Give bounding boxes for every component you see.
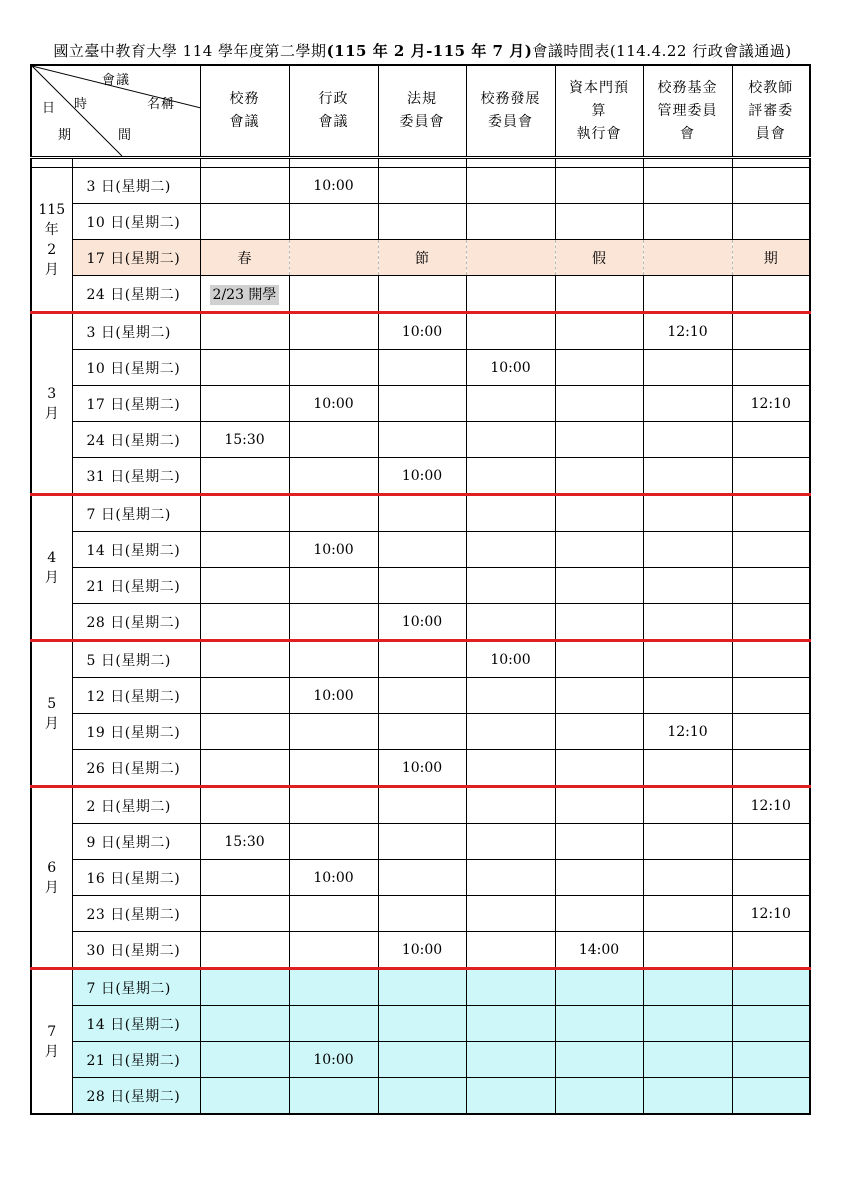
month-label-text: 月	[44, 715, 59, 732]
meeting-time-cell	[200, 750, 289, 787]
meeting-time-cell	[200, 1006, 289, 1042]
meeting-time-cell: 12:10	[732, 787, 810, 824]
col-header-teacher-review: 校教師 評審委 員會	[732, 65, 810, 158]
meeting-time-cell	[555, 860, 643, 896]
holiday-cell	[289, 240, 378, 276]
meeting-time-cell	[555, 1006, 643, 1042]
meeting-time-cell	[555, 896, 643, 932]
meeting-time-cell	[200, 458, 289, 495]
date-cell: 26 日(星期二)	[72, 750, 200, 787]
meeting-time-cell	[555, 641, 643, 678]
month-label-cell	[31, 495, 72, 641]
meeting-time-cell	[378, 824, 466, 860]
meeting-time-cell	[555, 1078, 643, 1115]
date-cell: 16 日(星期二)	[72, 860, 200, 896]
meeting-time-cell	[378, 787, 466, 824]
table-row	[31, 641, 810, 678]
meeting-time-cell	[200, 641, 289, 678]
date-cell: 23 日(星期二)	[72, 896, 200, 932]
date-cell: 7 日(星期二)	[72, 969, 200, 1006]
meeting-time-cell	[289, 714, 378, 750]
meeting-time-cell	[378, 350, 466, 386]
meeting-time-cell: 12:10	[732, 896, 810, 932]
table-row	[31, 1042, 810, 1078]
meeting-time-cell	[732, 714, 810, 750]
meeting-time-cell	[555, 568, 643, 604]
date-cell: 3 日(星期二)	[72, 168, 200, 204]
meeting-time-cell	[732, 678, 810, 714]
meeting-time-cell	[732, 495, 810, 532]
table-row	[31, 313, 810, 350]
meeting-time-cell	[200, 386, 289, 422]
holiday-cell	[466, 240, 555, 276]
title-part-3: 會議時間表(114.4.22 行政會議通過)	[532, 42, 792, 60]
month-label-text: 4	[47, 549, 57, 566]
meeting-time-cell	[466, 1006, 555, 1042]
meeting-time-cell	[378, 422, 466, 458]
meeting-time-cell	[378, 168, 466, 204]
meeting-time-cell	[732, 860, 810, 896]
date-cell: 28 日(星期二)	[72, 604, 200, 641]
meeting-time-cell	[555, 168, 643, 204]
meeting-time-cell	[643, 750, 732, 787]
meeting-time-cell	[555, 750, 643, 787]
col-header-capital-budget: 資本門預 算 執行會	[555, 65, 643, 158]
table-row	[31, 495, 810, 532]
table-row	[31, 678, 810, 714]
meeting-time-cell	[466, 386, 555, 422]
meeting-time-cell	[200, 168, 289, 204]
meeting-time-cell	[466, 969, 555, 1006]
meeting-time-cell	[643, 386, 732, 422]
meeting-time-cell	[289, 824, 378, 860]
meeting-time-cell	[555, 824, 643, 860]
meeting-time-cell	[466, 1042, 555, 1078]
meeting-time-cell	[643, 495, 732, 532]
meeting-time-cell	[555, 787, 643, 824]
meeting-time-cell	[200, 714, 289, 750]
meeting-time-cell	[289, 458, 378, 495]
table-row	[31, 1078, 810, 1115]
meeting-time-cell	[732, 204, 810, 240]
corner-header-cell	[31, 65, 200, 158]
month-label-cell	[31, 787, 72, 969]
meeting-time-cell	[200, 860, 289, 896]
table-row	[31, 932, 810, 969]
meeting-time-cell	[466, 532, 555, 568]
semester-start-tag: 2/23 開學	[210, 285, 280, 305]
meeting-time-cell: 14:00	[555, 932, 643, 969]
table-row	[31, 532, 810, 568]
meeting-time-cell	[732, 532, 810, 568]
meeting-time-cell: 10:00	[378, 750, 466, 787]
meeting-time-cell	[200, 532, 289, 568]
meeting-time-cell	[200, 787, 289, 824]
meeting-time-cell	[555, 604, 643, 641]
meeting-time-cell	[732, 458, 810, 495]
meeting-time-cell	[732, 422, 810, 458]
meeting-time-cell	[289, 604, 378, 641]
meeting-time-cell: 10:00	[289, 532, 378, 568]
table-row	[31, 860, 810, 896]
table-row	[31, 240, 810, 276]
table-row	[31, 1006, 810, 1042]
meeting-time-cell	[200, 276, 289, 313]
holiday-cell: 節	[378, 240, 466, 276]
meeting-time-cell	[378, 1078, 466, 1115]
meeting-time-cell	[378, 860, 466, 896]
date-cell: 19 日(星期二)	[72, 714, 200, 750]
meeting-time-cell	[555, 678, 643, 714]
meeting-time-cell	[466, 787, 555, 824]
meeting-time-cell	[732, 350, 810, 386]
meeting-time-cell	[643, 568, 732, 604]
meeting-time-cell: 10:00	[289, 168, 378, 204]
meeting-time-cell	[466, 932, 555, 969]
date-cell: 14 日(星期二)	[72, 1006, 200, 1042]
table-row	[31, 896, 810, 932]
table-row	[31, 168, 810, 204]
table-row	[31, 787, 810, 824]
meeting-time-cell	[200, 568, 289, 604]
col-header-development: 校務發展 委員會	[466, 65, 555, 158]
meeting-time-cell	[555, 714, 643, 750]
meeting-time-cell	[732, 641, 810, 678]
meeting-time-cell: 10:00	[378, 313, 466, 350]
meeting-time-cell	[378, 1042, 466, 1078]
date-cell: 12 日(星期二)	[72, 678, 200, 714]
meeting-time-cell	[643, 204, 732, 240]
month-label-cell	[31, 969, 72, 1115]
meeting-time-cell	[200, 678, 289, 714]
meeting-time-cell	[555, 458, 643, 495]
date-cell: 31 日(星期二)	[72, 458, 200, 495]
meeting-time-cell	[289, 350, 378, 386]
meeting-time-cell	[732, 1006, 810, 1042]
col-header-administrative: 行政 會議	[289, 65, 378, 158]
meeting-time-cell	[643, 969, 732, 1006]
corner-label-jian: 間	[118, 128, 133, 143]
meeting-time-cell	[289, 495, 378, 532]
title-part-1: 國立臺中教育大學 114 學年度第二學期	[53, 42, 327, 60]
table-row	[31, 276, 810, 313]
meeting-time-cell	[555, 204, 643, 240]
meeting-time-cell	[643, 787, 732, 824]
meeting-time-cell	[643, 604, 732, 641]
table-row	[31, 824, 810, 860]
meeting-time-cell	[289, 1006, 378, 1042]
meeting-time-cell	[555, 350, 643, 386]
meeting-time-cell	[466, 896, 555, 932]
corner-label-shi: 時	[74, 97, 89, 112]
meeting-time-cell	[289, 204, 378, 240]
meeting-time-cell	[555, 1042, 643, 1078]
date-cell: 17 日(星期二)	[72, 240, 200, 276]
table-row	[31, 969, 810, 1006]
meeting-time-cell	[289, 896, 378, 932]
month-label-text: 5	[47, 695, 57, 712]
meeting-time-cell: 10:00	[289, 1042, 378, 1078]
meeting-time-cell	[643, 1078, 732, 1115]
meeting-time-cell	[732, 824, 810, 860]
month-label-text: 2	[47, 241, 57, 258]
meeting-time-cell	[200, 1042, 289, 1078]
meeting-time-cell	[466, 458, 555, 495]
meeting-time-cell	[378, 714, 466, 750]
meeting-time-cell	[643, 896, 732, 932]
date-cell: 5 日(星期二)	[72, 641, 200, 678]
table-row	[31, 714, 810, 750]
meeting-time-cell	[466, 750, 555, 787]
meeting-time-cell: 10:00	[378, 932, 466, 969]
meeting-time-cell	[732, 276, 810, 313]
meeting-time-cell: 12:10	[732, 386, 810, 422]
meeting-time-cell: 15:30	[200, 422, 289, 458]
meeting-time-cell	[643, 1042, 732, 1078]
page-title	[30, 40, 815, 61]
meeting-time-cell	[200, 1078, 289, 1115]
corner-label-ri: 日	[42, 101, 57, 116]
meeting-time-cell	[732, 750, 810, 787]
meeting-time-cell: 10:00	[289, 386, 378, 422]
meeting-time-cell	[555, 532, 643, 568]
meeting-time-cell	[466, 204, 555, 240]
meeting-time-cell: 12:10	[643, 313, 732, 350]
meeting-time-cell: 10:00	[378, 604, 466, 641]
meeting-time-cell	[643, 641, 732, 678]
meeting-time-cell	[378, 969, 466, 1006]
meeting-time-cell	[643, 168, 732, 204]
meeting-time-cell	[732, 932, 810, 969]
meeting-schedule-table	[30, 64, 811, 1115]
meeting-time-cell	[643, 860, 732, 896]
date-cell: 21 日(星期二)	[72, 568, 200, 604]
meeting-time-cell	[732, 1078, 810, 1115]
date-cell: 17 日(星期二)	[72, 386, 200, 422]
table-row	[31, 422, 810, 458]
meeting-time-cell	[378, 568, 466, 604]
month-label-text: 3	[47, 385, 57, 402]
meeting-time-cell	[732, 969, 810, 1006]
meeting-time-cell	[555, 276, 643, 313]
table-row	[31, 204, 810, 240]
meeting-time-cell	[643, 458, 732, 495]
date-cell: 24 日(星期二)	[72, 422, 200, 458]
meeting-time-cell	[466, 276, 555, 313]
meeting-time-cell	[643, 422, 732, 458]
table-row	[31, 458, 810, 495]
meeting-time-cell	[732, 313, 810, 350]
table-row	[31, 604, 810, 641]
meeting-time-cell	[378, 495, 466, 532]
meeting-time-cell	[378, 896, 466, 932]
meeting-time-cell	[289, 276, 378, 313]
meeting-time-cell	[732, 568, 810, 604]
meeting-time-cell	[466, 604, 555, 641]
meeting-time-cell	[200, 204, 289, 240]
meeting-time-cell	[643, 1006, 732, 1042]
month-label-text: 月	[44, 405, 59, 422]
meeting-time-cell	[643, 276, 732, 313]
meeting-time-cell	[200, 350, 289, 386]
month-label-cell	[31, 168, 72, 313]
meeting-time-cell: 12:10	[643, 714, 732, 750]
month-label-text: 7	[47, 1023, 57, 1040]
date-cell: 28 日(星期二)	[72, 1078, 200, 1115]
meeting-time-cell	[732, 168, 810, 204]
corner-label-qi: 期	[58, 128, 73, 143]
corner-label-meeting: 會議	[102, 73, 131, 88]
meeting-time-cell: 10:00	[289, 678, 378, 714]
meeting-time-cell	[466, 422, 555, 458]
meeting-time-cell	[466, 678, 555, 714]
meeting-time-cell: 10:00	[466, 350, 555, 386]
meeting-time-cell	[466, 714, 555, 750]
meeting-time-cell: 10:00	[289, 860, 378, 896]
meeting-time-cell	[289, 313, 378, 350]
date-cell: 9 日(星期二)	[72, 824, 200, 860]
corner-label-name: 名稱	[147, 97, 176, 112]
schedule-body	[31, 168, 810, 1115]
date-cell: 2 日(星期二)	[72, 787, 200, 824]
month-label-text: 月	[44, 569, 59, 586]
meeting-time-cell	[555, 313, 643, 350]
month-label-text: 月	[44, 1043, 59, 1060]
date-cell: 10 日(星期二)	[72, 204, 200, 240]
col-header-fund-management: 校務基金 管理委員 會	[643, 65, 732, 158]
date-cell: 14 日(星期二)	[72, 532, 200, 568]
date-cell: 24 日(星期二)	[72, 276, 200, 313]
meeting-time-cell	[555, 422, 643, 458]
meeting-time-cell	[466, 568, 555, 604]
col-header-school-affairs: 校務 會議	[200, 65, 289, 158]
table-row	[31, 350, 810, 386]
meeting-time-cell	[200, 896, 289, 932]
meeting-time-cell	[643, 678, 732, 714]
meeting-time-cell: 10:00	[378, 458, 466, 495]
meeting-time-cell	[732, 604, 810, 641]
meeting-time-cell	[289, 641, 378, 678]
month-label-cell	[31, 313, 72, 495]
date-cell: 21 日(星期二)	[72, 1042, 200, 1078]
meeting-time-cell	[466, 313, 555, 350]
meeting-time-cell	[643, 350, 732, 386]
holiday-cell: 假	[555, 240, 643, 276]
header-row	[31, 65, 810, 158]
meeting-time-cell	[466, 495, 555, 532]
meeting-time-cell	[378, 532, 466, 568]
col-header-regulations: 法規 委員會	[378, 65, 466, 158]
meeting-time-cell	[289, 422, 378, 458]
meeting-time-cell	[555, 495, 643, 532]
meeting-time-cell	[732, 1042, 810, 1078]
meeting-time-cell	[378, 641, 466, 678]
date-cell: 10 日(星期二)	[72, 350, 200, 386]
meeting-time-cell	[643, 932, 732, 969]
table-row	[31, 386, 810, 422]
meeting-time-cell: 10:00	[466, 641, 555, 678]
meeting-time-cell	[289, 750, 378, 787]
holiday-cell	[643, 240, 732, 276]
date-cell: 3 日(星期二)	[72, 313, 200, 350]
month-label-text: 月	[44, 879, 59, 896]
table-row	[31, 750, 810, 787]
month-label-text: 年	[44, 221, 59, 238]
meeting-time-cell	[200, 313, 289, 350]
meeting-time-cell	[200, 604, 289, 641]
meeting-time-cell	[378, 678, 466, 714]
title-part-2: (115 年 2 月-115 年 7 月)	[326, 42, 533, 60]
holiday-cell: 春	[200, 240, 289, 276]
meeting-time-cell	[466, 168, 555, 204]
meeting-time-cell	[466, 1078, 555, 1115]
meeting-time-cell	[200, 932, 289, 969]
meeting-time-cell	[289, 969, 378, 1006]
meeting-time-cell	[466, 824, 555, 860]
meeting-time-cell	[466, 860, 555, 896]
meeting-time-cell	[643, 532, 732, 568]
date-cell: 30 日(星期二)	[72, 932, 200, 969]
meeting-time-cell	[378, 1006, 466, 1042]
meeting-time-cell	[289, 932, 378, 969]
meeting-time-cell	[378, 386, 466, 422]
table-row	[31, 568, 810, 604]
meeting-time-cell	[555, 969, 643, 1006]
meeting-time-cell	[200, 969, 289, 1006]
meeting-time-cell	[289, 568, 378, 604]
meeting-time-cell: 15:30	[200, 824, 289, 860]
holiday-cell: 期	[732, 240, 810, 276]
meeting-time-cell	[378, 276, 466, 313]
month-label-text: 115	[38, 201, 66, 218]
meeting-time-cell	[643, 824, 732, 860]
header-spacer-row	[31, 158, 810, 168]
meeting-time-cell	[289, 787, 378, 824]
meeting-time-cell	[289, 1078, 378, 1115]
month-label-text: 6	[47, 859, 57, 876]
meeting-time-cell	[200, 495, 289, 532]
month-label-cell	[31, 641, 72, 787]
date-cell: 7 日(星期二)	[72, 495, 200, 532]
meeting-time-cell	[378, 204, 466, 240]
meeting-time-cell	[555, 386, 643, 422]
month-label-text: 月	[44, 261, 59, 278]
